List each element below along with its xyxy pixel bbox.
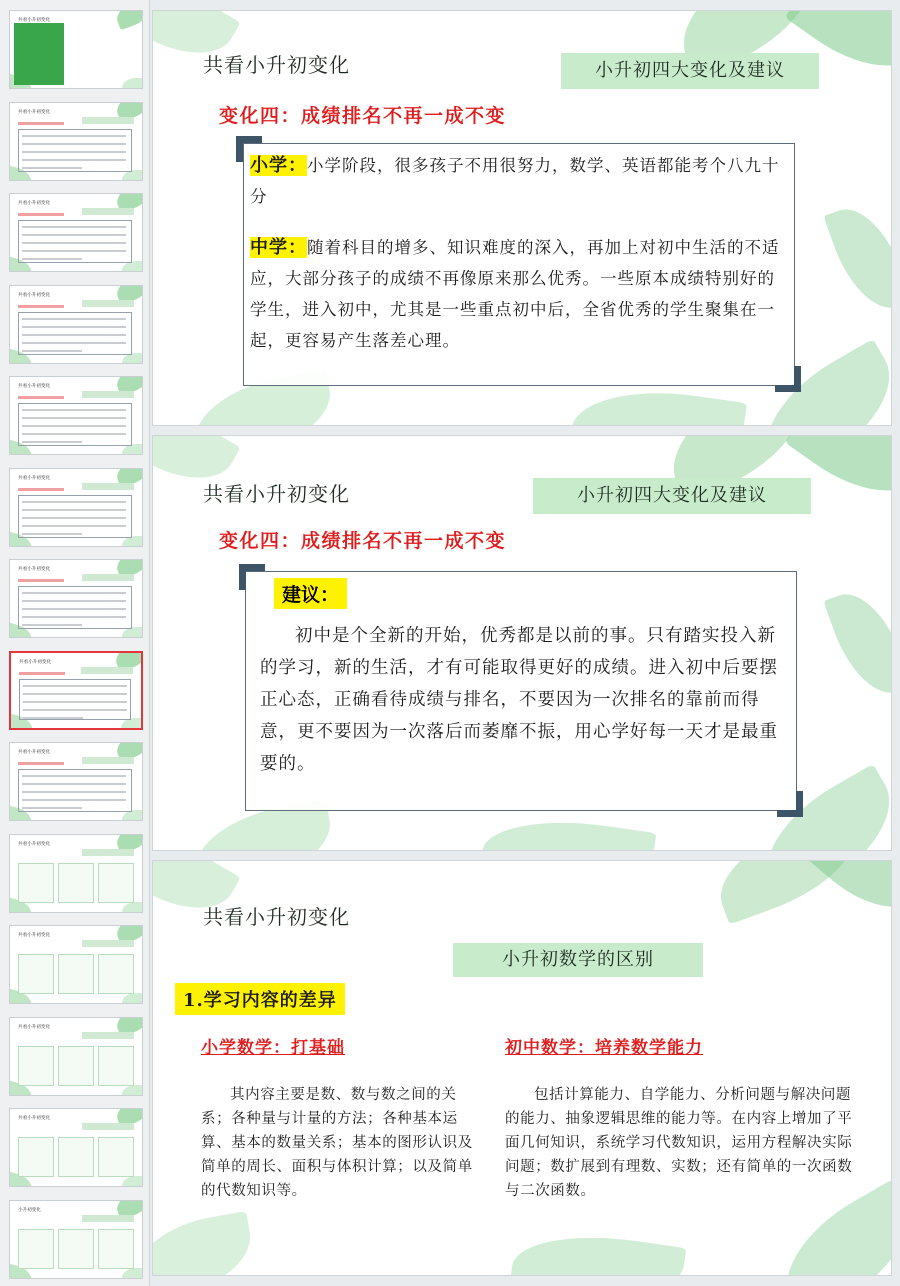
leaf-decoration [510,1224,687,1276]
thumb-text-line [23,685,127,687]
thumb-text-line [22,242,126,244]
thumb-text-line [22,250,126,252]
change-heading: 变化四：成绩排名不再一成不变 [219,530,507,552]
thumb-title: 共看小升初变化 [18,475,51,481]
thumb-green-panel [14,23,64,85]
thumb-text-line [22,143,126,145]
frame-corner [239,564,265,590]
slide-thumbnail-13[interactable] [9,1108,143,1187]
thumb-title: 共看小升初变化 [18,18,51,23]
section-tag: 小升初四大变化及建议 [533,478,811,514]
thumb-tag [82,940,134,947]
thumb-text-line [22,517,126,519]
change-heading: 变化四：成绩排名不再一成不变 [219,105,507,127]
slide-thumbnail-12[interactable] [9,1017,143,1096]
thumb-tag [82,483,134,490]
slide-thumbnail-7[interactable] [9,559,143,638]
slide-thumbnail-10[interactable] [9,834,143,913]
thumb-leaf-decoration [122,78,143,89]
thumb-text-line [22,533,82,535]
thumb-text-line [22,334,126,336]
thumb-column [98,863,134,903]
slide-thumbnail-3[interactable] [9,193,143,272]
slide-title: 共看小升初变化 [203,53,350,77]
thumb-title: 共看小升初变化 [18,109,51,115]
thumb-text-line [23,717,83,719]
thumb-text-line [22,501,126,503]
thumb-column [18,954,54,994]
thumb-column [18,1137,54,1177]
slide-thumbnail-14[interactable] [9,1200,143,1279]
slide-thumbnail-4[interactable] [9,285,143,364]
primary-school-text: 小学阶段，很多孩子不用很努力，数学、英语都能考个八九十分 [250,156,780,206]
thumb-tag [82,208,134,215]
thumb-text-line [22,258,82,260]
leaf-decoration [823,197,892,319]
thumb-column [98,954,134,994]
thumb-title: 共看小升初变化 [18,567,51,572]
thumb-red-heading [18,579,64,582]
thumb-text-line [22,433,126,435]
leaf-decoration [823,582,892,704]
thumb-text-line [22,151,126,153]
thumb-text-line [22,425,126,427]
thumb-column [98,1137,134,1177]
slide-thumbnail-8[interactable] [9,651,143,730]
thumb-text-line [22,608,126,610]
thumb-leaf-decoration [122,1268,143,1279]
thumb-text-line [22,783,126,785]
thumb-title: 共看小升初变化 [18,201,51,206]
thumb-tag [82,849,134,856]
primary-school-paragraph [250,150,784,212]
thumb-tag [82,574,134,581]
thumb-column [98,1046,134,1086]
leaf-decoration [480,809,657,851]
thumb-text-line [22,624,82,626]
thumb-text-line [22,167,82,169]
thumb-text-line [22,159,126,161]
content-frame [243,143,795,386]
advice-label-wrap [274,578,347,609]
slide-math-differences[interactable] [152,860,892,1276]
thumb-column [58,1137,94,1177]
slide-thumbnail-1[interactable] [9,10,143,89]
thumb-text-line [22,234,126,236]
thumb-leaf-decoration [122,1085,143,1096]
thumb-text-line [22,807,82,809]
thumb-tag [82,1123,134,1130]
thumb-leaf-decoration [113,10,143,30]
thumb-title: 小升初变化 [18,1207,41,1213]
thumb-title: 共看小升初变化 [18,1116,51,1121]
middle-school-label: 中学： [250,237,307,258]
thumb-column [58,1229,94,1269]
thumb-text-line [22,226,126,228]
leaf-decoration [152,1211,258,1276]
primary-math-text: 其内容主要是数、数与数之间的关系；各种量与计量的方法；各种基本运算、基本的数量关系；基本的图形认识及简单的周长、面积与体积计算；以及简单的代数知识等。 [201,1087,473,1199]
thumb-column [18,1046,54,1086]
thumb-tag [82,757,134,764]
thumb-title: 共看小升初变化 [18,841,51,847]
slide-thumbnail-2[interactable] [9,102,143,181]
thumb-tag [82,391,134,398]
thumb-text-line [22,326,126,328]
thumb-column [18,1229,54,1269]
thumb-title: 共看小升初变化 [18,384,51,389]
thumb-red-heading [19,672,65,675]
middle-school-paragraph [250,232,784,356]
slide-title: 共看小升初变化 [203,482,350,506]
frame-corner [777,791,803,817]
frame-corner [775,366,801,392]
thumb-column [98,1229,134,1269]
thumb-text-line [22,525,126,527]
thumb-red-heading [18,122,64,125]
thumb-title: 共看小升初变化 [18,933,51,938]
thumb-text-line [22,616,126,618]
thumb-title: 共看小升初变化 [18,292,51,298]
frame-corner [236,136,262,162]
content-frame [245,571,797,811]
thumb-title: 共看小升初变化 [18,750,51,755]
thumb-title: 共看小升初变化 [19,659,52,665]
middle-math-heading: 初中数学：培养数学能力 [505,1038,703,1058]
thumb-title: 共看小升初变化 [18,1024,51,1030]
thumb-tag [82,117,134,124]
slide-thumbnail-5[interactable] [9,376,143,455]
thumb-column [58,954,94,994]
thumb-red-heading [18,305,64,308]
thumb-tag [82,1215,134,1222]
thumb-text-line [23,693,127,695]
thumb-text-line [22,342,126,344]
slide-thumbnail-11[interactable] [9,925,143,1004]
thumb-text-line [22,409,126,411]
middle-school-text: 随着科目的增多、知识难度的深入，再加上对初中生活的不适应，大部分孩子的成绩不再像原来那么优秀。一些原本成绩特别好的学生，进入初中，尤其是一些重点初中后，全省优秀的学生聚集在一起，更容易产生落差心理。 [250,238,780,350]
section-tag: 小升初数学的区别 [453,943,703,977]
primary-school-label: 小学： [250,155,307,176]
thumb-text-line [22,775,126,777]
thumb-text-line [23,709,127,711]
thumb-red-heading [18,488,64,491]
slide-change-four-advice[interactable] [152,435,892,851]
thumb-tag [82,1032,134,1039]
thumb-column [18,863,54,903]
thumb-text-line [22,135,126,137]
thumb-text-line [22,592,126,594]
thumb-text-line [22,350,82,352]
thumb-column [58,863,94,903]
thumb-leaf-decoration [122,993,143,1004]
middle-math-text: 包括计算能力、自学能力、分析问题与解决问题的能力、抽象逻辑思维的能力等。在内容上增加了平面几何知识，系统学习代数知识，运用方程解决实际问题；数扩展到有理数、实数；还有简单的一次函数与二次函数。 [505,1087,853,1199]
primary-math-heading: 小学数学：打基础 [201,1038,345,1058]
thumb-column [58,1046,94,1086]
slide-title: 共看小升初变化 [203,905,350,929]
thumb-text-line [22,799,126,801]
thumb-leaf-decoration [122,1176,143,1187]
leaf-decoration [569,380,747,426]
thumb-tag [82,300,134,307]
thumb-red-heading [18,213,64,216]
thumb-text-line [22,441,82,443]
section-heading: 1.学习内容的差异 [175,983,345,1015]
thumb-text-line [23,701,127,703]
slide-thumbnail-panel [0,0,150,1286]
thumb-red-heading [18,762,64,765]
thumb-text-line [22,417,126,419]
section-tag: 小升初四大变化及建议 [561,53,819,89]
thumb-text-line [22,318,126,320]
slide-change-four-primary-middle[interactable] [152,10,892,426]
advice-text: 初中是个全新的开始，优秀都是以前的事。只有踏实投入新的学习，新的生活，才有可能取得更好的成绩。进入初中后要摆正心态，正确看待成绩与排名，不要因为一次排名的靠前而得意，更不要因为一次落后而萎靡不振，用心学好每一天才是最重要的。 [260,626,778,774]
slide-thumbnail-9[interactable] [9,742,143,821]
thumb-text-line [22,509,126,511]
thumb-text-line [22,600,126,602]
slide-thumbnail-6[interactable] [9,468,143,547]
thumb-tag [81,667,133,674]
thumb-leaf-decoration [122,902,143,913]
advice-label: 建议： [274,578,347,609]
thumb-red-heading [18,396,64,399]
thumb-text-line [22,791,126,793]
